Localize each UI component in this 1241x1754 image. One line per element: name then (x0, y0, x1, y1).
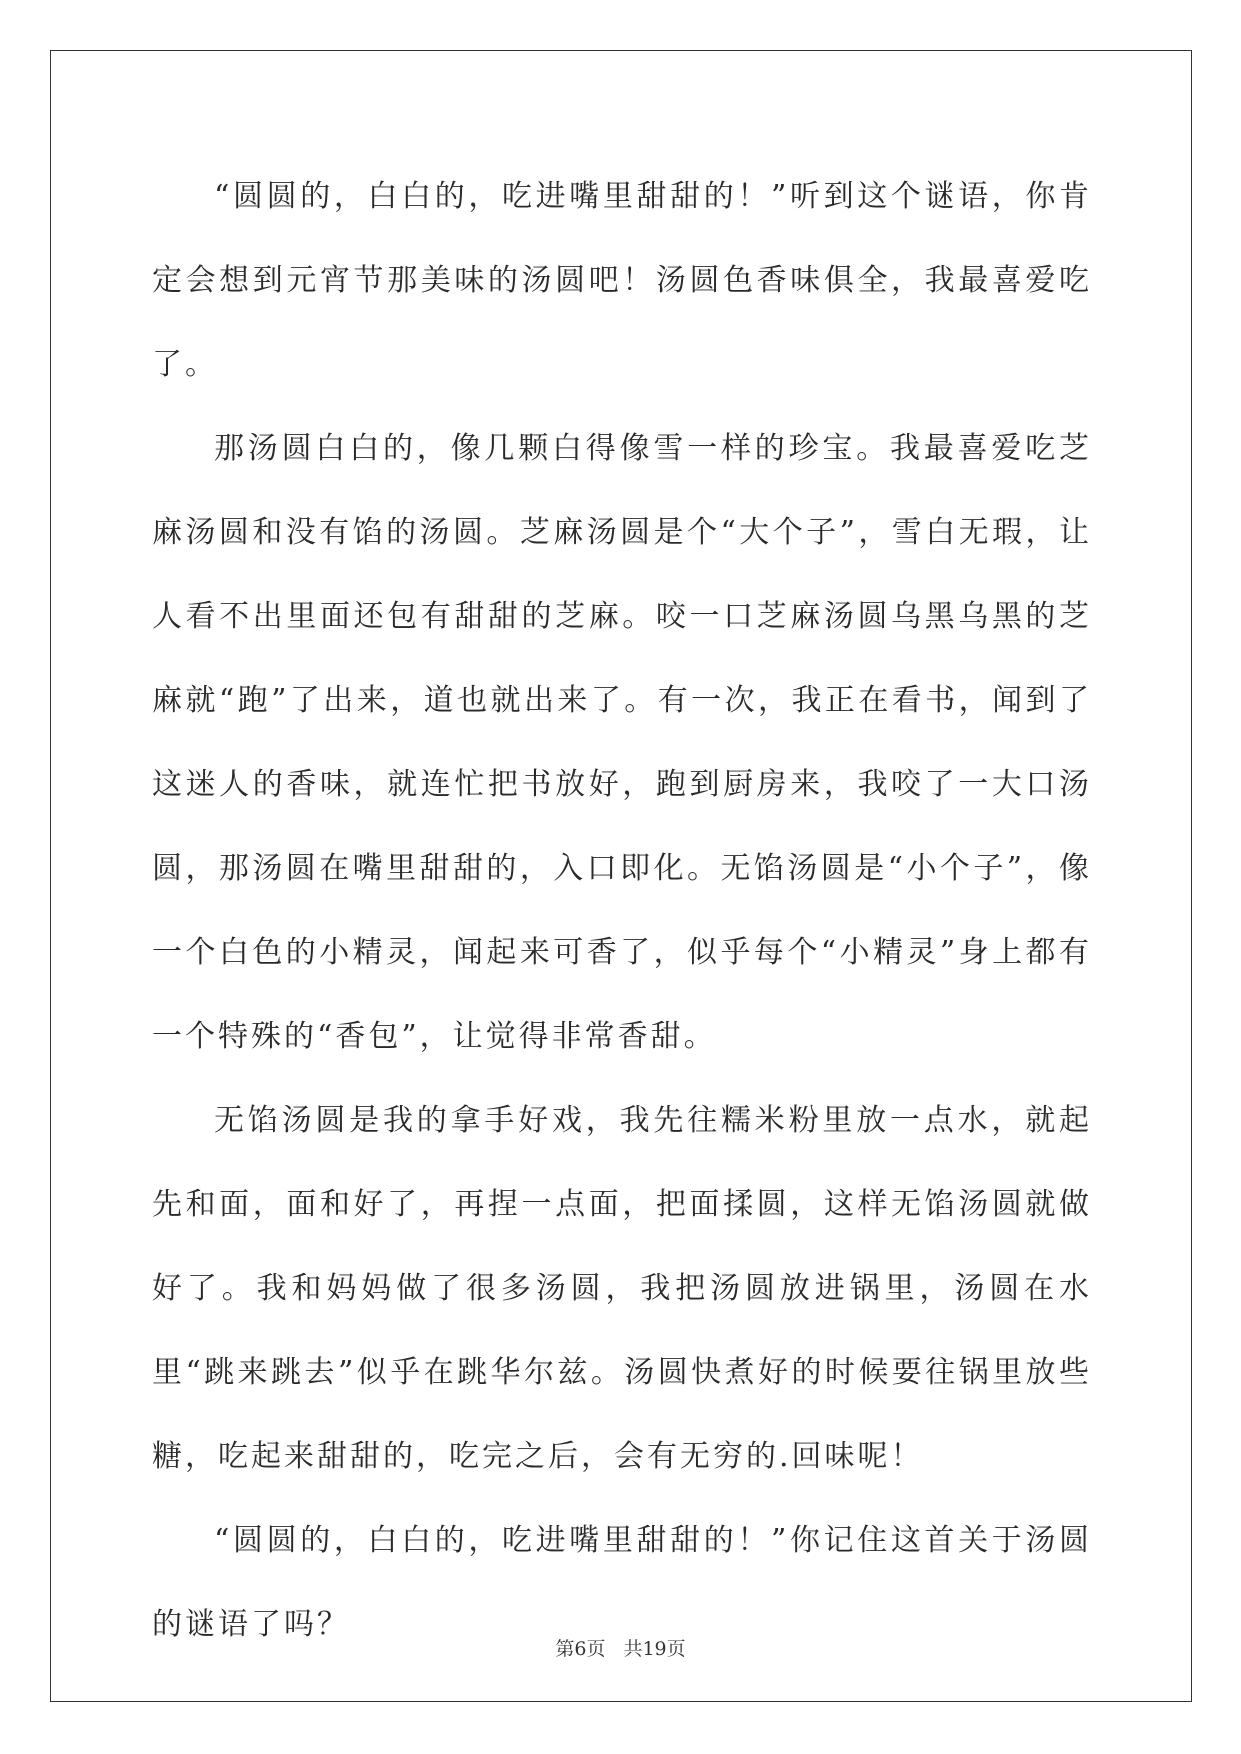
page-footer (0, 1634, 1241, 1661)
paragraph: 无馅汤圆是我的拿手好戏，我先往糯米粉里放一点水，就起先和面，面和好了，再捏一点面，把面揉圆，这样无馅汤圆就做好了。我和妈妈做了很多汤圆，我把汤圆放进锅里，汤圆在水里“跳来跳去”似乎在跳华尔兹。汤圆快煮好的时候要往锅里放些糖，吃起来甜甜的，吃完之后，会有无穷的.回味呢！ (152, 1103, 1092, 1474)
paragraph: “圆圆的，白白的，吃进嘴里甜甜的！”你记住这首关于汤圆的谜语了吗？ (152, 1523, 1092, 1642)
document-body (152, 155, 1092, 1667)
paragraph: 那汤圆白白的，像几颗白得像雪一样的珍宝。我最喜爱吃芝麻汤圆和没有馅的汤圆。芝麻汤圆是个“大个子”，雪白无瑕，让人看不出里面还包有甜甜的芝麻。咬一口芝麻汤圆乌黑乌黑的芝麻就“跑”了出来，道也就出来了。有一次，我正在看书，闻到了这迷人的香味，就连忙把书放好，跑到厨房来，我咬了一大口汤圆，那汤圆在嘴里甜甜的，入口即化。无馅汤圆是“小个子”，像一个白色的小精灵，闻起来可香了，似乎每个“小精灵”身上都有一个特殊的“香包”，让觉得非常香甜。 (152, 431, 1092, 1054)
page-number: 第6页 (555, 1638, 606, 1660)
paragraph: “圆圆的，白白的，吃进嘴里甜甜的！”听到这个谜语，你肯定会想到元宵节那美味的汤圆吧！汤圆色香味俱全，我最喜爱吃了。 (152, 179, 1092, 382)
page-total: 共19页 (623, 1638, 686, 1660)
